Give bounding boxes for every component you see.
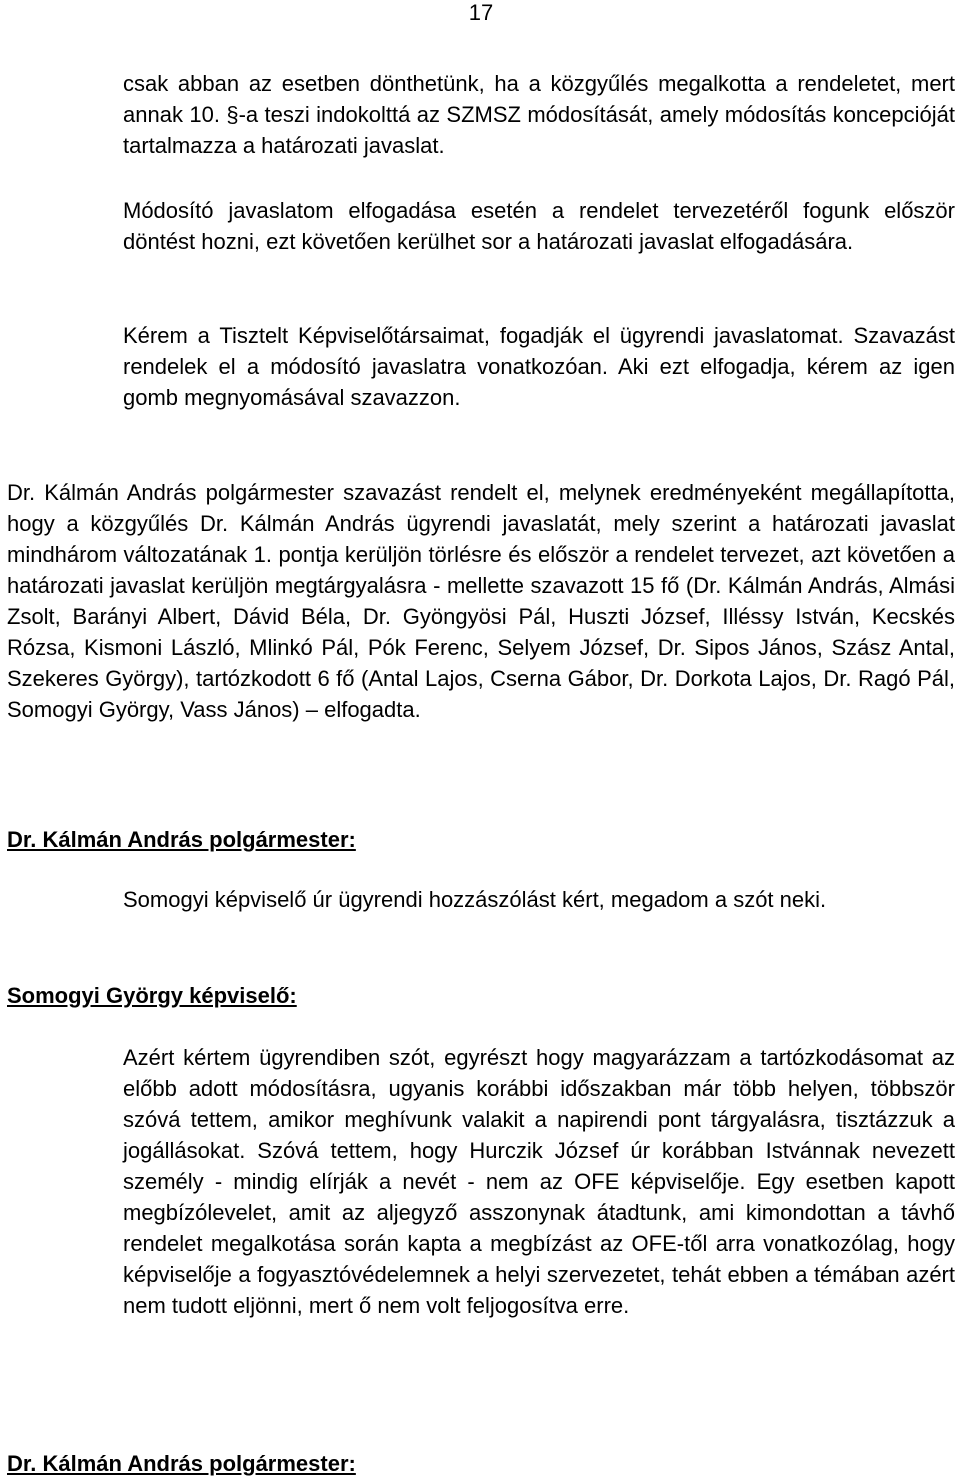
speaker-heading-mayor: Dr. Kálmán András polgármester: [7, 827, 356, 852]
paragraph-vote-request: Kérem a Tisztelt Képviselőtársaimat, fogadják el ügyrendi javaslatomat. Szavazást rendelek el a módosító javaslatra vonatkozóan. Aki ezt elfogadja, kérem az igen gomb megnyomásával szavazzon. [123, 323, 955, 410]
speaker-heading-mayor-2: Dr. Kálmán András polgármester: [7, 1451, 356, 1476]
paragraph-amendment-order: Módosító javaslatom elfogadása esetén a rendelet tervezetéről fogunk először döntést hozni, ezt követően kerülhet sor a határozati javaslat elfogadására. [123, 198, 955, 254]
paragraph-amendment-context: csak abban az esetben dönthetünk, ha a közgyűlés megalkotta a rendeletet, mert annak 10. §-a teszi indokolttá az SZMSZ módosítását, amely módosítás koncepcióját tartalmazza a határozati javaslat. [123, 71, 955, 158]
speaker-heading-representative: Somogyi György képviselő: [7, 983, 297, 1008]
page-number: 17 [468, 0, 494, 25]
paragraph-vote-result: Dr. Kálmán András polgármester szavazást rendelt el, melynek eredményeként megállapította, hogy a közgyűlés Dr. Kálmán András ügyrendi javaslatát, mely szerint a határozati javaslat mindhárom változatának 1. pontja kerüljön törlésre és először a rendelet tervezet, azt követően a határozati javaslat kerüljön megtárgyalásra - mellette szavazott 15 fő (Dr. Kálmán András, Almási Zsolt, Barányi Albert, Dávid Béla, Dr. Gyöngyösi Pál, Huszti József, Illéssy István, Kecskés Rózsa, Kismoni László, Mlinkó Pál, Pók Ferenc, Selyem József, Dr. Sipos János, Szász Antal, Szekeres György), tartózkodott 6 fő (Antal Lajos, Cserna Gábor, Dr. Dorkota Lajos, Dr. Ragó Pál, Somogyi György, Vass János) – elfogadta. [7, 480, 955, 722]
paragraph-representative-statement: Azért kértem ügyrendiben szót, egyrészt hogy magyarázzam a tartózkodásomat az előbb adott módosításra, ugyanis korábbi időszakban már több helyen, többször szóvá tettem, amikor meghívunk valakit a napirendi pont tárgyalásra, tisztázzuk a jogállásokat. Szóvá tettem, hogy Hurczik József úr korábban Istvánnak nevezett személy - mindig elírják a nevét - nem az OFE képviselője. Egy esetben kapott megbízólevelet, amit az aljegyző asszonynak átadtunk, ami kimondottan a távhő rendelet megalkotása során kapta a megbízást az OFE-től arra vonatkozólag, hogy képviselője a fogyasztóvédelemnek a helyi szervezetet, tehát ebben a témában azért nem tudott eljönni, mert ő nem volt feljogosítva erre. [123, 1045, 955, 1318]
paragraph-mayor-statement: Somogyi képviselő úr ügyrendi hozzászólást kért, megadom a szót neki. [123, 887, 827, 912]
